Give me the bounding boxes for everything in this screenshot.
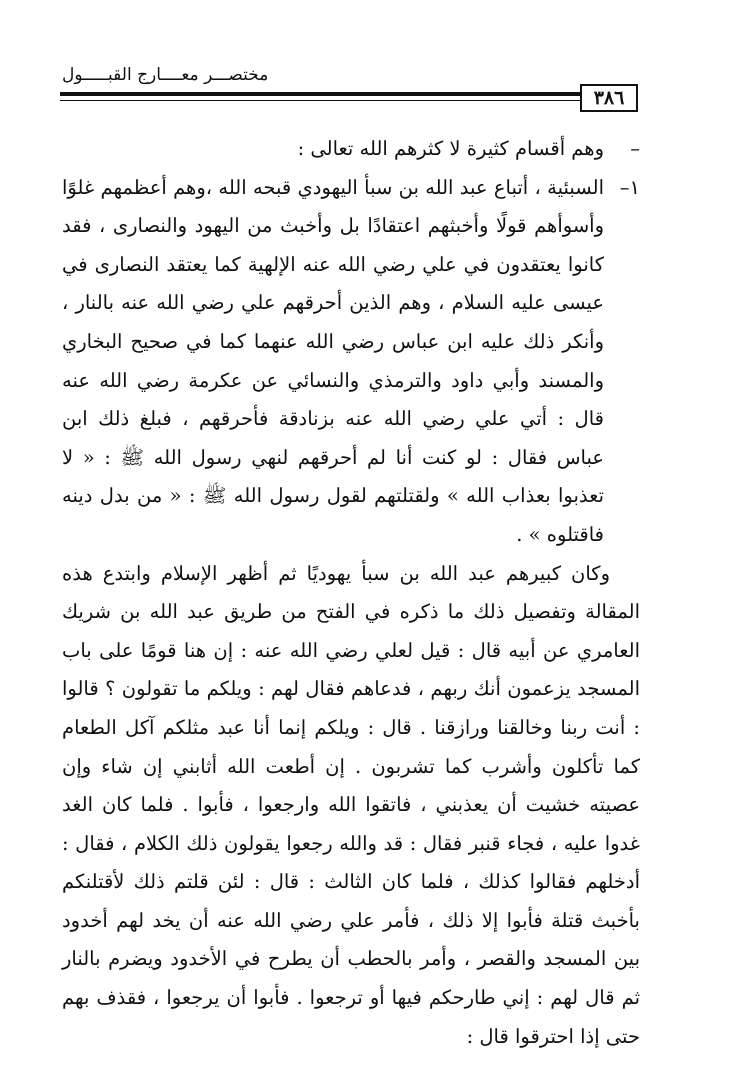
header-rule-thin bbox=[60, 100, 580, 101]
list-item-1-number: ١– bbox=[619, 175, 640, 199]
list-item-1 bbox=[62, 169, 640, 555]
paragraph-2: وكان كبيرهم عبد الله بن سبأ يهوديًا ثم أظهر الإسلام وابتدع هذه المقالة وتفصيل ذلك ما ذكره في الفتح من طريق عبد الله بن شريك العامري عن أبيه قال : قيل لعلي رضي الله عنه : إن هنا قومًا على باب المسجد يزعمون أنك ربهم ، فدعاهم فقال لهم : ويلكم ما تقولون ؟ قالوا : أنت ربنا وخالقنا ورازقنا . قال : ويلكم إنما أنا عبد مثلكم آكل الطعام كما تأكلون وأشرب كما تشربون . إن أطعت الله أثابني إن شاء وإن عصيته خشيت أن يعذبني ، فاتقوا الله وارجعوا ، فأبوا . فلما كان الغد غدوا عليه ، فجاء قنبر فقال : قد والله رجعوا يقولون ذلك الكلام ، فقال : أدخلهم فقالوا كذلك ، فلما كان الثالث : قال : لئن قلتم ذلك لأقتلنكم بأخبث قتلة فأبوا إلا ذلك ، فأمر علي رضي الله عنه أن يخد لهم أخدود بين المسجد والقصر ، وأمر بالحطب أن يطرح في الأخدود ويضرم بالنار ثم قال لهم : إني طارحكم فيها أو ترجعوا . فأبوا أن يرجعوا ، فقذف بهم حتى إذا احترقوا قال : bbox=[62, 561, 640, 1048]
intro-text: وهم أقسام كثيرة لا كثرهم الله تعالى : bbox=[297, 137, 604, 160]
header-rule-thick bbox=[60, 92, 580, 96]
intro-dash: – bbox=[630, 137, 640, 160]
intro-line bbox=[62, 130, 640, 169]
page-number: ٣٨٦ bbox=[580, 84, 638, 112]
list-item-1-text: السبئية ، أتباع عبد الله بن سبأ اليهودي قبحه الله ،وهم أعظمهم غلوًا وأسوأهم قولًا وأخبثهم اعتقادًا بل وأخبث من اليهود والنصارى ، فقد كانوا يعتقدون في علي رضي الله عنه الإلهية كما يعتقد النصارى في عيسى عليه السلام ، وهم الذين أحرقهم علي رضي الله عنه بالنار ، وأنكر ذلك عليه ابن عباس رضي الله عنهما كما في صحيح البخاري والمسند وأبي داود والترمذي والنسائي عن عكرمة رضي الله عنه قال : أتي علي رضي الله عنه بزنادقة فأحرقهم ، فبلغ ذلك ابن عباس فقال : لو كنت أنا لم أحرقهم لنهي رسول الله ﷺ : « لا تعذبوا بعذاب الله » ولقتلتهم لقول رسول الله ﷺ : « من بدل دينه فاقتلوه » . bbox=[62, 175, 604, 546]
main-text bbox=[62, 130, 640, 1056]
running-title: مختصـــر معــــارج القبـــــول bbox=[62, 65, 269, 85]
